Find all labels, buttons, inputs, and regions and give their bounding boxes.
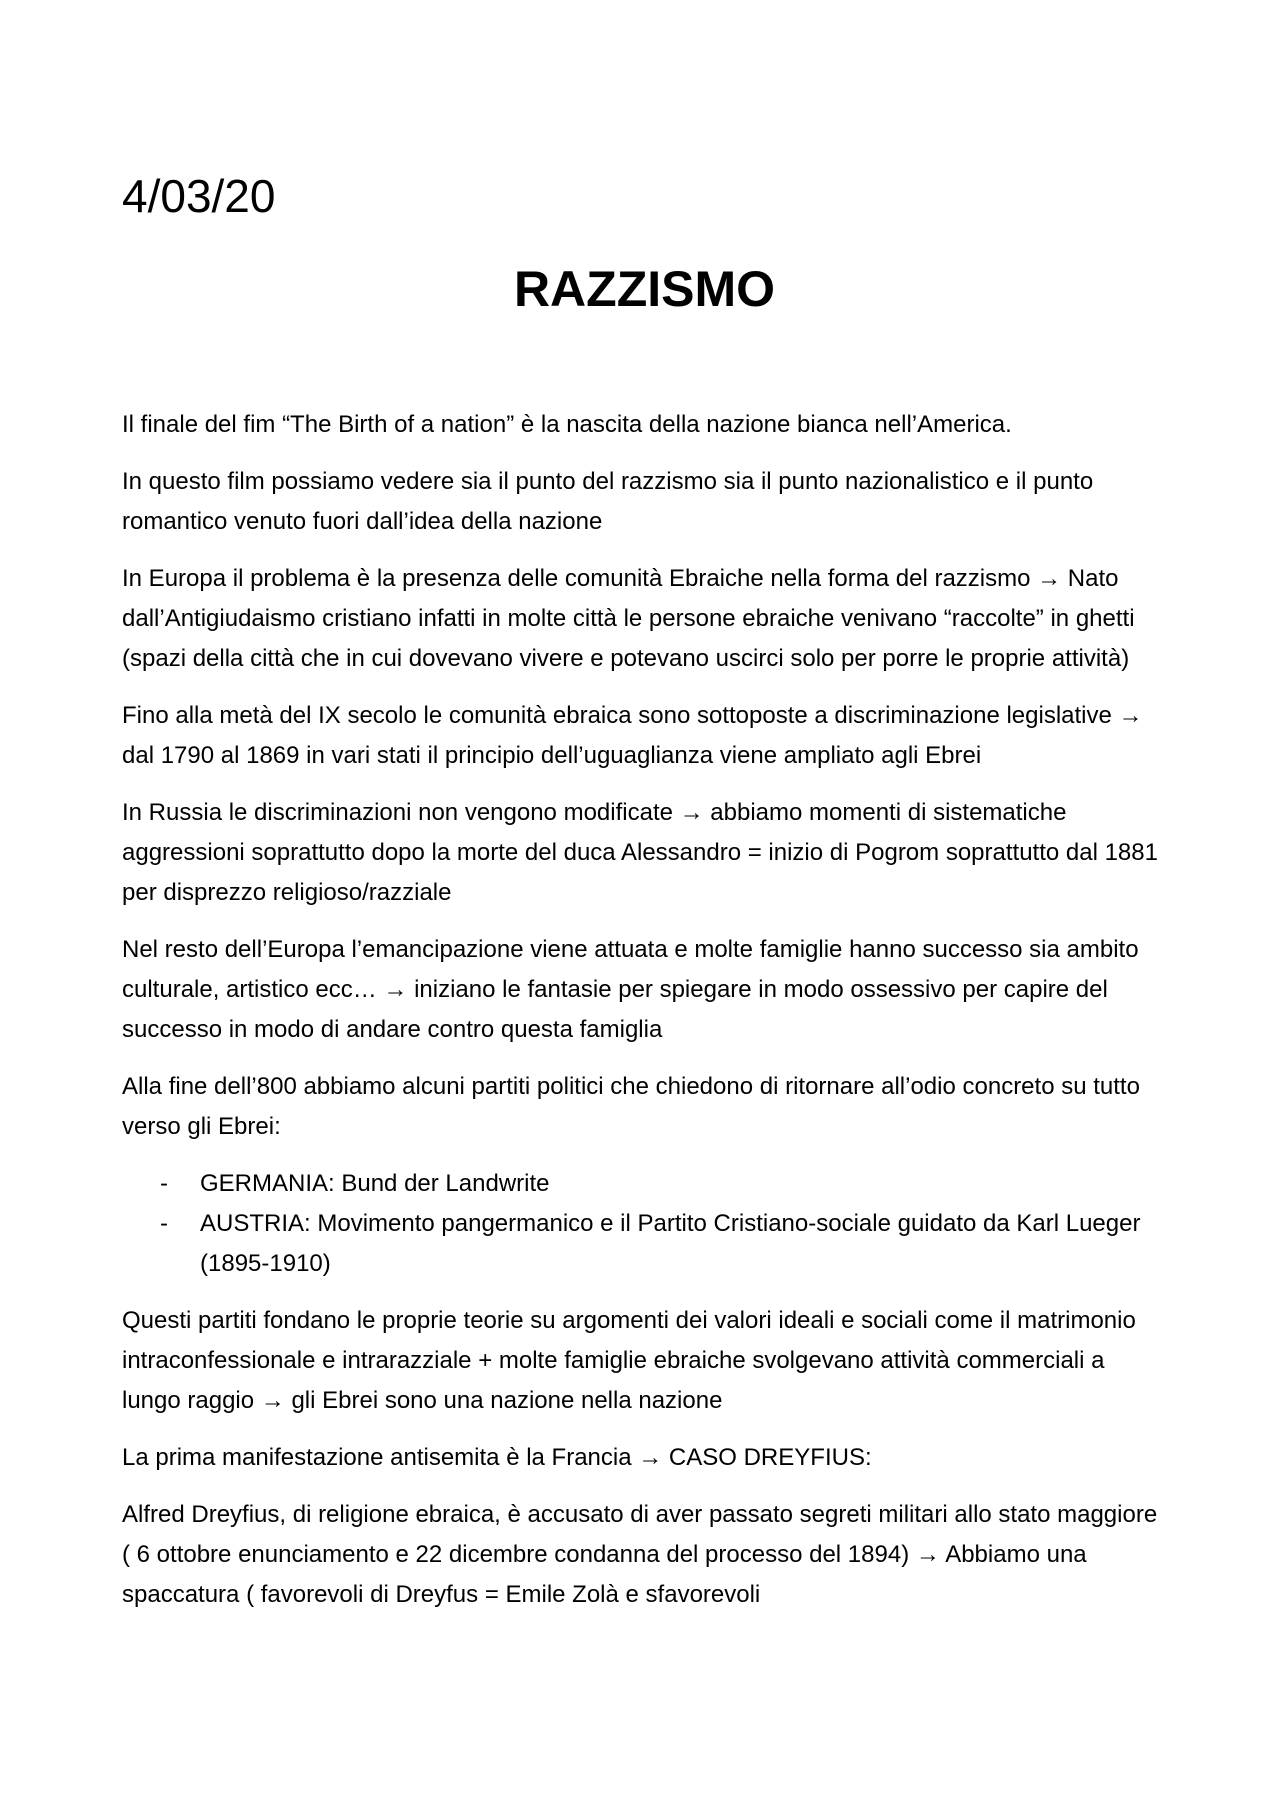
paragraph-europe-ghettos bbox=[122, 559, 1167, 679]
list-item-austria bbox=[122, 1204, 1167, 1284]
paragraph-film-themes bbox=[122, 462, 1167, 542]
paragraph-text: Fino alla metà del IX secolo le comunità ebraica sono sottoposte a discriminazione legislative bbox=[122, 702, 1119, 729]
paragraph-text: Alla fine dell’800 abbiamo alcuni partiti politici che chiedono di ritornare all’odio concreto su tutto verso gli Ebrei: bbox=[122, 1073, 1140, 1140]
paragraph-text: CASO DREYFIUS: bbox=[662, 1444, 872, 1471]
document-body bbox=[122, 405, 1167, 1632]
arrow-right-icon: → bbox=[383, 976, 408, 1003]
arrow-right-icon: → bbox=[915, 1541, 940, 1568]
paragraph-text: dal 1790 al 1869 in vari stati il principio dell’uguaglianza viene ampliato agli Ebrei bbox=[122, 742, 982, 769]
paragraph-text: abbiamo momenti di sistematiche aggressioni soprattutto dopo la morte del duca Alessandro = inizio di Pogrom soprattutto dal 1881 per disprezzo religioso/razziale bbox=[122, 799, 1158, 906]
bullet-dash: - bbox=[160, 1210, 168, 1237]
paragraph-russia-pogrom bbox=[122, 793, 1167, 913]
list-item-germania bbox=[122, 1164, 1167, 1204]
parties-list bbox=[122, 1164, 1167, 1284]
paragraph-text: Abbiamo una spaccatura ( favorevoli di Dreyfus = Emile Zolà e sfavorevoli bbox=[122, 1541, 1087, 1608]
paragraph-text: In Europa il problema è la presenza delle comunità Ebraiche nella forma del razzismo bbox=[122, 565, 1038, 592]
paragraph-birth-of-a-nation bbox=[122, 405, 1167, 445]
arrow-right-icon: → bbox=[1037, 565, 1062, 592]
paragraph-text: Nel resto dell’Europa l’emancipazione viene attuata e molte famiglie hanno successo sia ambito culturale, artistico ecc… bbox=[122, 936, 1139, 1003]
paragraph-political-parties bbox=[122, 1067, 1167, 1147]
paragraph-party-theories bbox=[122, 1301, 1167, 1421]
paragraph-legislative-discrimination bbox=[122, 696, 1167, 776]
paragraph-alfred-dreyfius bbox=[122, 1495, 1167, 1615]
paragraph-text: La prima manifestazione antisemita è la Francia bbox=[122, 1444, 639, 1471]
arrow-right-icon: → bbox=[679, 799, 704, 826]
paragraph-emancipation bbox=[122, 930, 1167, 1050]
paragraph-text: Questi partiti fondano le proprie teorie su argomenti dei valori ideali e sociali come il matrimonio intraconfessionale e intrarazziale + molte famiglie ebraiche svolgevano attività commerciali a lungo raggio bbox=[122, 1307, 1136, 1414]
arrow-right-icon: → bbox=[1118, 702, 1143, 729]
paragraph-text: In Russia le discriminazioni non vengono modificate bbox=[122, 799, 680, 826]
document-title: RAZZISMO bbox=[513, 261, 776, 317]
paragraph-text: Il finale del fim “The Birth of a nation” è la nascita della nazione bianca nell’America. bbox=[122, 411, 1012, 438]
bullet-dash: - bbox=[160, 1170, 168, 1197]
paragraph-text: Nato dall’Antigiudaismo cristiano infatti in molte città le persone ebraiche venivano “raccolte” in ghetti (spazi della città che in cui dovevano vivere e potevano uscirci solo per porre le proprie attività) bbox=[122, 565, 1135, 672]
paragraph-text: iniziano le fantasie per spiegare in modo ossessivo per capire del successo in modo di andare contro questa famiglia bbox=[122, 976, 1108, 1043]
paragraph-text: gli Ebrei sono una nazione nella nazione bbox=[284, 1387, 723, 1414]
document-date: 4/03/20 bbox=[122, 170, 276, 222]
list-item-text: AUSTRIA: Movimento pangermanico e il Partito Cristiano-sociale guidato da Karl Lueger (1895-1910) bbox=[200, 1210, 1141, 1277]
arrow-right-icon: → bbox=[638, 1444, 663, 1471]
paragraph-text: In questo film possiamo vedere sia il punto del razzismo sia il punto nazionalistico e il punto romantico venuto fuori dall’idea della nazione bbox=[122, 468, 1094, 535]
list-item-text: GERMANIA: Bund der Landwrite bbox=[200, 1170, 550, 1197]
paragraph-text: Alfred Dreyfius, di religione ebraica, è accusato di aver passato segreti militari allo stato maggiore ( 6 ottobre enunciamento e 22 dicembre condanna del processo del 1894) bbox=[122, 1501, 1158, 1568]
paragraph-france-dreyfus bbox=[122, 1438, 1167, 1478]
arrow-right-icon: → bbox=[260, 1387, 285, 1414]
